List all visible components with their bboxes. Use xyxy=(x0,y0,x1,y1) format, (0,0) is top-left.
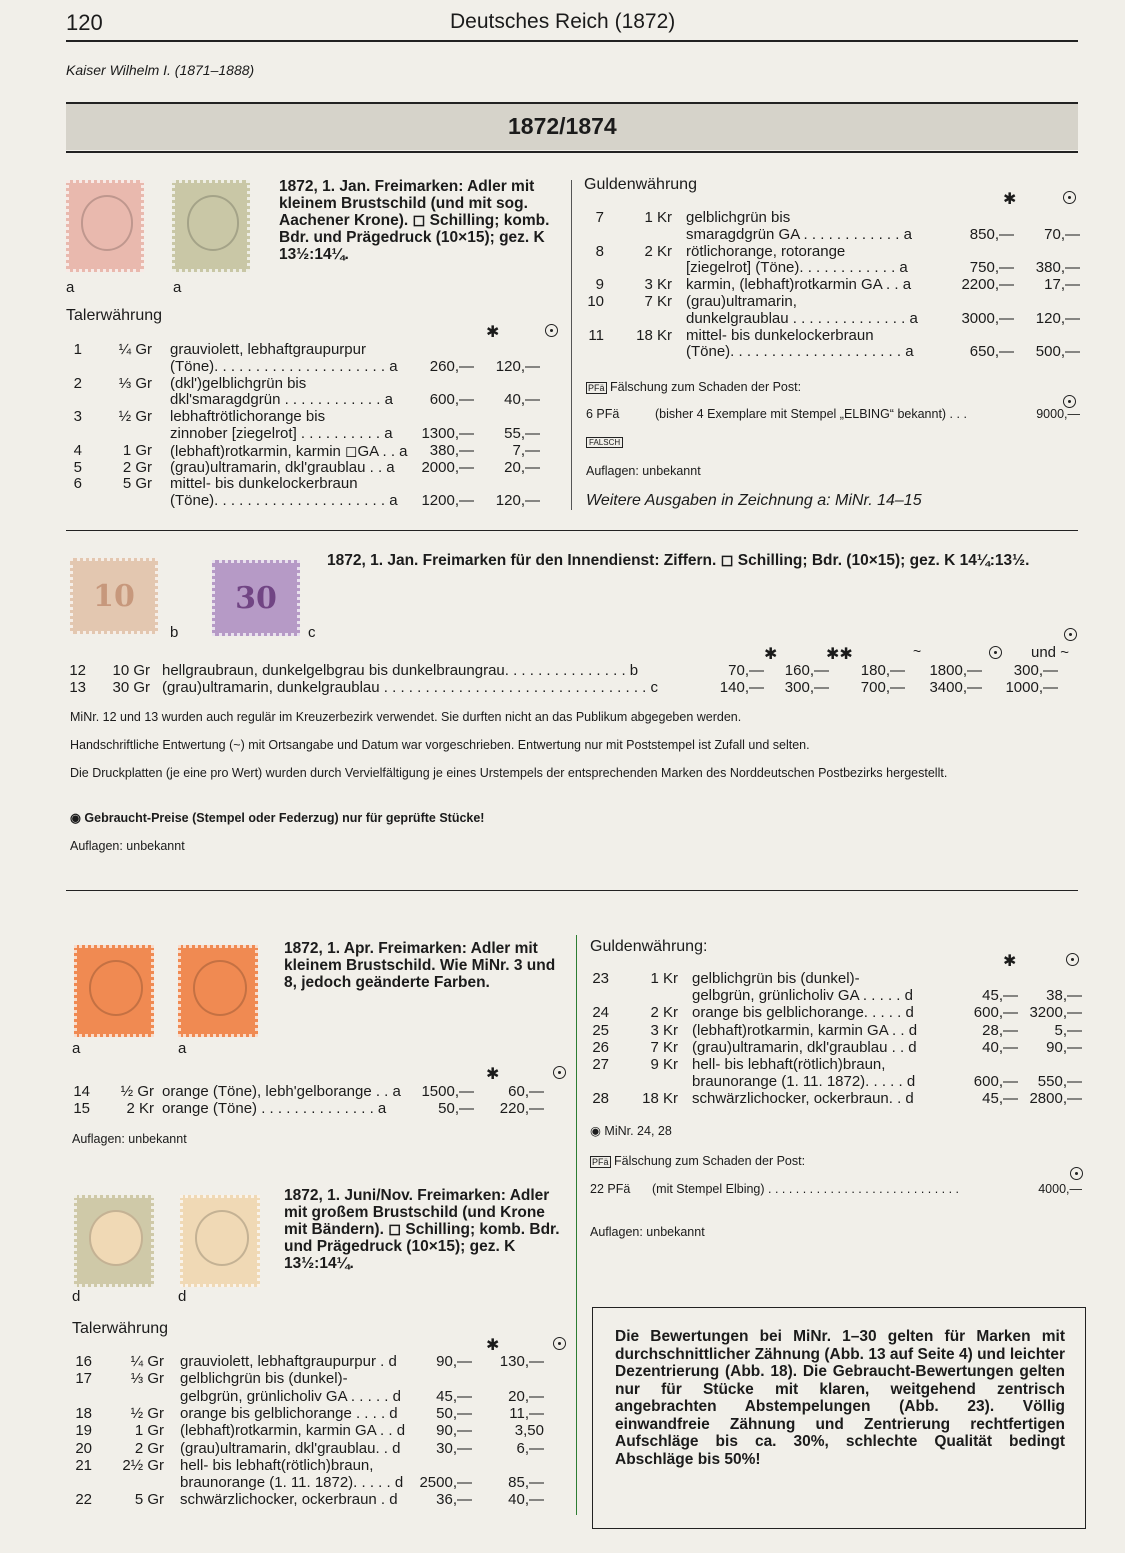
row-price: 650,— xyxy=(969,343,1014,361)
row-price: 20,— xyxy=(508,1387,544,1405)
row-description: gelblichgrün bis (dunkel)- xyxy=(692,970,860,987)
row-description: grauviolett, lebhaftgraupurpur . d xyxy=(180,1353,397,1370)
valuation-note-text: Die Bewertungen bei MiNr. 1–30 gelten für Marken mit durchschnittlicher Zähnung (Abb. 13 auf Seite 4) und leichter Dezentrierung (Abb. 18). Die Gebraucht-Bewertungen gelten nur für Stücke mit klaren, weitgehend zentrisch angebrachten Abstempelungen (Abb. 23). Völlig einwandfreie Zähnung und Zentrierung rechtfertigen Aufschläge bis ca. 30%, schlechte Qualität bedingt Abschläge bis 50%! xyxy=(615,1328,1065,1468)
row-number: 23 xyxy=(592,970,609,987)
row-description: mittel- bis dunkelockerbraun xyxy=(686,326,874,344)
row-number: 19 xyxy=(75,1422,92,1440)
row-price: 70,— xyxy=(1044,225,1080,243)
row-value: 10 Gr xyxy=(112,662,150,679)
row-price: 45,— xyxy=(982,1090,1018,1108)
row-price: 55,— xyxy=(504,425,540,442)
row-description: hell- bis lebhaft(rötlich)braun, xyxy=(180,1456,374,1474)
row-description: mittel- bis dunkelockerbraun xyxy=(170,475,358,493)
row-value: ⅓ Gr xyxy=(130,1370,164,1388)
forgery-title xyxy=(590,1154,805,1168)
row-price: 1300,— xyxy=(421,425,474,442)
forgery-number: 22 PFä xyxy=(590,1182,631,1196)
issue-header: 1872, 1. Juni/Nov. Freimarken: Adler mit großem Brustschild (und Krone mit Bändern). ◻ Schilling; komb. Bdr. und Prägedruck (10×15); gez. K 13½:14¼. xyxy=(284,1187,560,1272)
row-description: gelbgrün, grünlicholiv GA . . . . . d xyxy=(180,1387,401,1405)
row-description: orange (Töne) . . . . . . . . . . . . . . a xyxy=(162,1100,387,1117)
stamp-image: 10 xyxy=(70,558,158,634)
row-description: grauviolett, lebhaftgraupurpur xyxy=(170,341,366,358)
top-rule xyxy=(66,40,1078,42)
row-price: 500,— xyxy=(1035,343,1080,361)
expert-note xyxy=(70,810,484,825)
forgery-text: (mit Stempel Elbing) . . . . . . . . . . . . . . . . . . . . . . . . . . . . xyxy=(652,1182,960,1196)
row-price: 11,— xyxy=(509,1404,544,1422)
row-price: 180,— xyxy=(860,662,905,679)
row-number: 25 xyxy=(592,1021,609,1039)
row-value: ¼ Gr xyxy=(130,1353,164,1370)
col-head-and: und ~ xyxy=(1031,644,1069,661)
row-price: 6,— xyxy=(516,1439,544,1457)
stamp-image xyxy=(178,945,258,1037)
row-value: 9 Kr xyxy=(650,1056,678,1073)
row-price: 90,— xyxy=(436,1422,472,1440)
row-price: 550,— xyxy=(1037,1073,1082,1091)
row-price: 600,— xyxy=(973,1004,1018,1022)
row-value: 5 Gr xyxy=(134,1491,164,1509)
issue-header: 1872, 1. Apr. Freimarken: Adler mit kleinem Brustschild. Wie MiNr. 3 und 8, jedoch geänderte Farben. xyxy=(284,940,556,991)
forgery-title-text: Fälschung zum Schaden der Post: xyxy=(610,380,802,394)
stamp-image xyxy=(172,180,250,272)
row-price: 5,— xyxy=(1054,1021,1082,1039)
row-price: 36,— xyxy=(436,1491,472,1509)
row-price: 30,— xyxy=(436,1439,472,1457)
row-value: 7 Kr xyxy=(644,293,672,310)
row-description: rötlichorange, rotorange xyxy=(686,242,846,260)
stamp-image xyxy=(212,560,300,636)
row-value: 2 Gr xyxy=(134,1439,164,1457)
forgery-price: 4000,— xyxy=(1038,1182,1082,1196)
stamp-label: a xyxy=(66,279,75,296)
row-description: zinnober [ziegelrot] . . . . . . . . . . a xyxy=(170,425,393,442)
used-symbol xyxy=(1066,953,1079,971)
note: Die Druckplatten (je eine pro Wert) wurden durch Vervielfältigung je eines Urstempels der entsprechenden Marken des Norddeutschen Postbezirks hergestellt. xyxy=(70,766,948,780)
row-number: 2 xyxy=(73,374,82,392)
row-price: 90,— xyxy=(436,1353,472,1370)
print-run: Auflagen: unbekannt xyxy=(586,464,701,478)
issue-header: 1872, 1. Jan. Freimarken für den Innendienst: Ziffern. ◻ Schilling; Bdr. (10×15); gez. K 14¼:13½. xyxy=(327,552,1030,569)
used-symbol xyxy=(545,324,558,342)
row-number: 15 xyxy=(73,1100,90,1117)
issue-header: 1872, 1. Jan. Freimarken: Adler mit kleinem Brustschild (und mit sog. Aachener Krone). ◻ Schilling; komb. Bdr. und Prägedruck (10×15); gez. K 13½:14¼. xyxy=(279,178,550,263)
row-value: 1 Kr xyxy=(650,970,678,987)
used-symbol xyxy=(553,1066,566,1084)
row-description: (Töne). . . . . . . . . . . . . . . . . . . . . a xyxy=(170,492,398,510)
row-price: 1500,— xyxy=(421,1083,474,1100)
row-price: 1800,— xyxy=(929,662,982,679)
mint-symbol: ✱ xyxy=(486,1066,500,1083)
row-description: (grau)ultramarin, dunkelgraublau . . . . . . . . . . . . . . . . . . . . . . . . . . . . . . . . c xyxy=(162,679,659,696)
forgery-text: (bisher 4 Exemplare mit Stempel „ELBING“ bekannt) . . . xyxy=(655,407,967,421)
row-description: braunorange (1. 11. 1872). . . . . d xyxy=(180,1474,404,1492)
stamp-image xyxy=(74,945,154,1037)
row-description: schwärzlichocker, ockerbraun. . d xyxy=(692,1090,914,1108)
row-description: gelblichgrün bis (dunkel)- xyxy=(180,1370,348,1388)
stamp-image xyxy=(180,1195,260,1287)
expert-note xyxy=(590,1123,672,1138)
currency-label: Talerwährung xyxy=(72,1320,169,1337)
section-subhead: Kaiser Wilhelm I. (1871–1888) xyxy=(66,62,255,78)
row-number: 9 xyxy=(595,276,604,294)
running-head: Deutsches Reich (1872) xyxy=(450,10,676,33)
row-description: hell- bis lebhaft(rötlich)braun, xyxy=(692,1056,886,1073)
row-value: 7 Kr xyxy=(650,1038,678,1056)
currency-label: Guldenwährung xyxy=(584,176,697,193)
row-description: orange bis gelblichorange . . . . d xyxy=(180,1404,398,1422)
row-number: 3 xyxy=(73,408,82,426)
falsch-icon: PFä xyxy=(592,1156,609,1167)
row-number: 18 xyxy=(75,1404,92,1422)
row-price: 2500,— xyxy=(419,1474,472,1492)
used-symbol xyxy=(1063,191,1076,209)
row-value: 3 Kr xyxy=(644,276,672,294)
row-number: 27 xyxy=(592,1056,609,1073)
row-price: 380,— xyxy=(1035,259,1080,277)
row-price: 300,— xyxy=(784,679,829,696)
row-price: 120,— xyxy=(495,492,540,510)
col-head-mint: ✱ xyxy=(764,646,778,663)
mint-symbol: ✱ xyxy=(1003,953,1017,970)
row-number: 14 xyxy=(73,1083,90,1100)
row-description: (Töne). . . . . . . . . . . . . . . . . . . . . a xyxy=(686,343,914,361)
row-description: braunorange (1. 11. 1872). . . . . d xyxy=(692,1073,916,1091)
row-value: 2½ Gr xyxy=(122,1456,164,1474)
page-number: 120 xyxy=(66,10,103,35)
row-number: 28 xyxy=(592,1090,609,1108)
row-value: 5 Gr xyxy=(122,475,152,493)
row-description: (grau)ultramarin, dkl'graublau . . a xyxy=(170,458,395,476)
stamp-label: a xyxy=(72,1040,81,1057)
row-price: 50,— xyxy=(436,1404,472,1422)
print-run: Auflagen: unbekannt xyxy=(590,1225,705,1239)
row-price: 40,— xyxy=(504,391,540,409)
row-value: 1 Gr xyxy=(122,441,152,459)
row-number: 8 xyxy=(595,242,604,260)
row-number: 5 xyxy=(73,458,82,476)
row-price: 90,— xyxy=(1046,1038,1082,1056)
row-value: 18 Kr xyxy=(642,1090,678,1108)
row-price: 40,— xyxy=(982,1038,1018,1056)
row-value: 30 Gr xyxy=(112,679,150,696)
row-price: 3,50 xyxy=(514,1422,544,1440)
forgery-title xyxy=(586,380,801,394)
section-rule xyxy=(66,890,1078,891)
row-value: ¼ Gr xyxy=(118,341,152,358)
row-description: (dkl')gelblichgrün bis xyxy=(170,374,307,392)
row-number: 12 xyxy=(69,662,86,679)
row-number: 16 xyxy=(75,1353,92,1370)
row-price: 260,— xyxy=(429,357,474,375)
row-description: dunkelgraublau . . . . . . . . . . . . . . a xyxy=(686,309,918,327)
row-price: 38,— xyxy=(1046,987,1082,1005)
row-price: 750,— xyxy=(969,259,1014,277)
row-description: (lebhaft)rotkarmin, karmin GA . . d xyxy=(692,1021,918,1039)
expert-note-text: Gebraucht-Preise (Stempel oder Federzug) nur für geprüfte Stücke! xyxy=(84,811,485,825)
row-description: (lebhaft)rotkarmin, karmin ◻GA . . a xyxy=(170,442,408,460)
year-rule-bottom xyxy=(66,151,1078,153)
row-description: hellgraubraun, dunkelgelbgrau bis dunkelbraungrau. . . . . . . . . . . . . . . b xyxy=(162,662,639,679)
row-price: 3000,— xyxy=(961,309,1014,327)
row-price: 120,— xyxy=(495,357,540,375)
row-price: 2200,— xyxy=(961,276,1014,294)
stamp-label: a xyxy=(173,279,182,296)
row-value: 3 Kr xyxy=(650,1021,678,1039)
row-value: ½ Gr xyxy=(120,1083,154,1100)
row-price: 28,— xyxy=(982,1021,1018,1039)
expert-icon: ◉ xyxy=(590,1124,601,1138)
row-number: 22 xyxy=(75,1491,92,1509)
row-price: 20,— xyxy=(504,458,540,476)
year-title: 1872/1874 xyxy=(508,113,617,139)
stamp-label: c xyxy=(308,624,316,641)
row-description: (grau)ultramarin, xyxy=(686,293,797,310)
row-price: 600,— xyxy=(429,391,474,409)
row-price: 17,— xyxy=(1044,276,1080,294)
further-issues: Weitere Ausgaben in Zeichnung a: MiNr. 14–15 xyxy=(586,492,922,509)
row-description: (grau)ultramarin, dkl'graublau. . d xyxy=(180,1439,401,1457)
row-price: 3400,— xyxy=(929,679,982,696)
row-price: 220,— xyxy=(499,1100,544,1117)
forgery-price: 9000,— xyxy=(1036,407,1080,421)
used-symbol xyxy=(553,1337,566,1355)
note: MiNr. 12 und 13 wurden auch regulär im Kreuzerbezirk verwendet. Sie durften nicht an das Publikum abgegeben werden. xyxy=(70,710,742,724)
row-value: 18 Kr xyxy=(636,326,672,344)
row-price: 40,— xyxy=(508,1491,544,1509)
row-value: 2 Kr xyxy=(644,242,672,260)
row-value: 2 Kr xyxy=(126,1100,154,1117)
row-number: 10 xyxy=(587,293,604,310)
row-number: 20 xyxy=(75,1439,92,1457)
row-description: (lebhaft)rotkarmin, karmin GA . . d xyxy=(180,1422,406,1440)
row-price: 3200,— xyxy=(1029,1004,1082,1022)
row-number: 6 xyxy=(73,475,82,493)
forgery-title-text: Fälschung zum Schaden der Post: xyxy=(614,1154,806,1168)
falsch-stamp-label: FALSCH xyxy=(586,437,623,448)
row-price: 850,— xyxy=(969,225,1014,243)
stamp-label: d xyxy=(72,1288,81,1305)
column-divider xyxy=(576,935,577,1515)
row-number: 7 xyxy=(595,209,604,226)
row-price: 2800,— xyxy=(1029,1090,1082,1108)
row-description: dkl'smaragdgrün . . . . . . . . . . . . a xyxy=(170,391,393,409)
row-price: 1200,— xyxy=(421,492,474,510)
row-price: 300,— xyxy=(1013,662,1058,679)
row-value: 2 Gr xyxy=(122,458,152,476)
row-number: 26 xyxy=(592,1038,609,1056)
row-price: 60,— xyxy=(508,1083,544,1100)
stamp-value: 30 xyxy=(235,581,277,616)
row-description: (Töne). . . . . . . . . . . . . . . . . . . . . a xyxy=(170,357,398,375)
section-rule xyxy=(66,530,1078,531)
stamp-image xyxy=(74,1195,154,1287)
row-description: gelblichgrün bis xyxy=(686,209,791,226)
print-run: Auflagen: unbekannt xyxy=(70,839,185,853)
row-description: [ziegelrot] (Töne). . . . . . . . . . . . a xyxy=(686,259,908,277)
row-price: 45,— xyxy=(436,1387,472,1405)
row-description: (grau)ultramarin, dkl'graublau . . d xyxy=(692,1038,917,1056)
row-price: 140,— xyxy=(719,679,764,696)
row-description: orange bis gelblichorange. . . . . d xyxy=(692,1004,914,1022)
stamp-label: b xyxy=(170,624,179,641)
row-number: 13 xyxy=(69,679,86,696)
expert-note-text: MiNr. 24, 28 xyxy=(604,1124,672,1138)
row-price: 700,— xyxy=(860,679,905,696)
row-value: ½ Gr xyxy=(130,1404,164,1422)
row-description: karmin, (lebhaft)rotkarmin GA . . a xyxy=(686,276,912,294)
col-head-pen: ~ xyxy=(913,643,922,659)
row-value: 1 Gr xyxy=(134,1422,164,1440)
row-price: 600,— xyxy=(973,1073,1018,1091)
row-description: smaragdgrün GA . . . . . . . . . . . . a xyxy=(686,225,912,243)
forgery-number: 6 PFä xyxy=(586,407,620,421)
row-price: 45,— xyxy=(982,987,1018,1005)
stamp-image xyxy=(66,180,144,272)
row-value: 2 Kr xyxy=(650,1004,678,1022)
row-price: 130,— xyxy=(499,1353,544,1370)
row-value: ⅓ Gr xyxy=(118,374,152,392)
expert-icon: ◉ xyxy=(70,811,81,825)
row-price: 7,— xyxy=(512,441,540,459)
note: Handschriftliche Entwertung (~) mit Ortsangabe und Datum war vorgeschrieben. Entwertung nur mit Poststempel ist Zufall und selten. xyxy=(70,738,810,752)
row-number: 4 xyxy=(73,441,82,459)
row-number: 17 xyxy=(75,1370,92,1388)
row-value: 1 Kr xyxy=(644,209,672,226)
row-description: gelbgrün, grünlicholiv GA . . . . . d xyxy=(692,987,913,1005)
row-price: 2000,— xyxy=(421,458,474,476)
row-number: 1 xyxy=(73,341,82,358)
row-description: orange (Töne), lebh'gelborange . . a xyxy=(162,1083,401,1100)
valuation-note-box xyxy=(592,1307,1086,1529)
stamp-label: a xyxy=(178,1040,187,1057)
mint-symbol: ✱ xyxy=(486,324,500,341)
currency-label: Talerwährung xyxy=(66,307,163,324)
row-price: 160,— xyxy=(784,662,829,679)
row-value: ½ Gr xyxy=(118,408,152,426)
print-run: Auflagen: unbekannt xyxy=(72,1132,187,1146)
row-number: 21 xyxy=(75,1456,92,1474)
row-price: 50,— xyxy=(438,1100,474,1117)
falsch-icon: PFä xyxy=(588,382,605,393)
mint-symbol: ✱ xyxy=(1003,191,1017,208)
row-number: 11 xyxy=(588,326,604,344)
row-price: 70,— xyxy=(728,662,764,679)
row-number: 24 xyxy=(592,1004,609,1022)
row-price: 1000,— xyxy=(1005,679,1058,696)
currency-label: Guldenwährung: xyxy=(590,938,708,955)
row-description: schwärzlichocker, ockerbraun . d xyxy=(180,1491,398,1509)
column-divider xyxy=(571,180,572,510)
stamp-label: d xyxy=(178,1288,187,1305)
row-price: 85,— xyxy=(508,1474,544,1492)
row-price: 380,— xyxy=(429,441,474,459)
row-description: lebhaftrötlichorange bis xyxy=(170,408,326,426)
row-price: 120,— xyxy=(1035,309,1080,327)
mint-symbol: ✱ xyxy=(486,1337,500,1354)
col-head-nh: ✱✱ xyxy=(826,646,853,663)
